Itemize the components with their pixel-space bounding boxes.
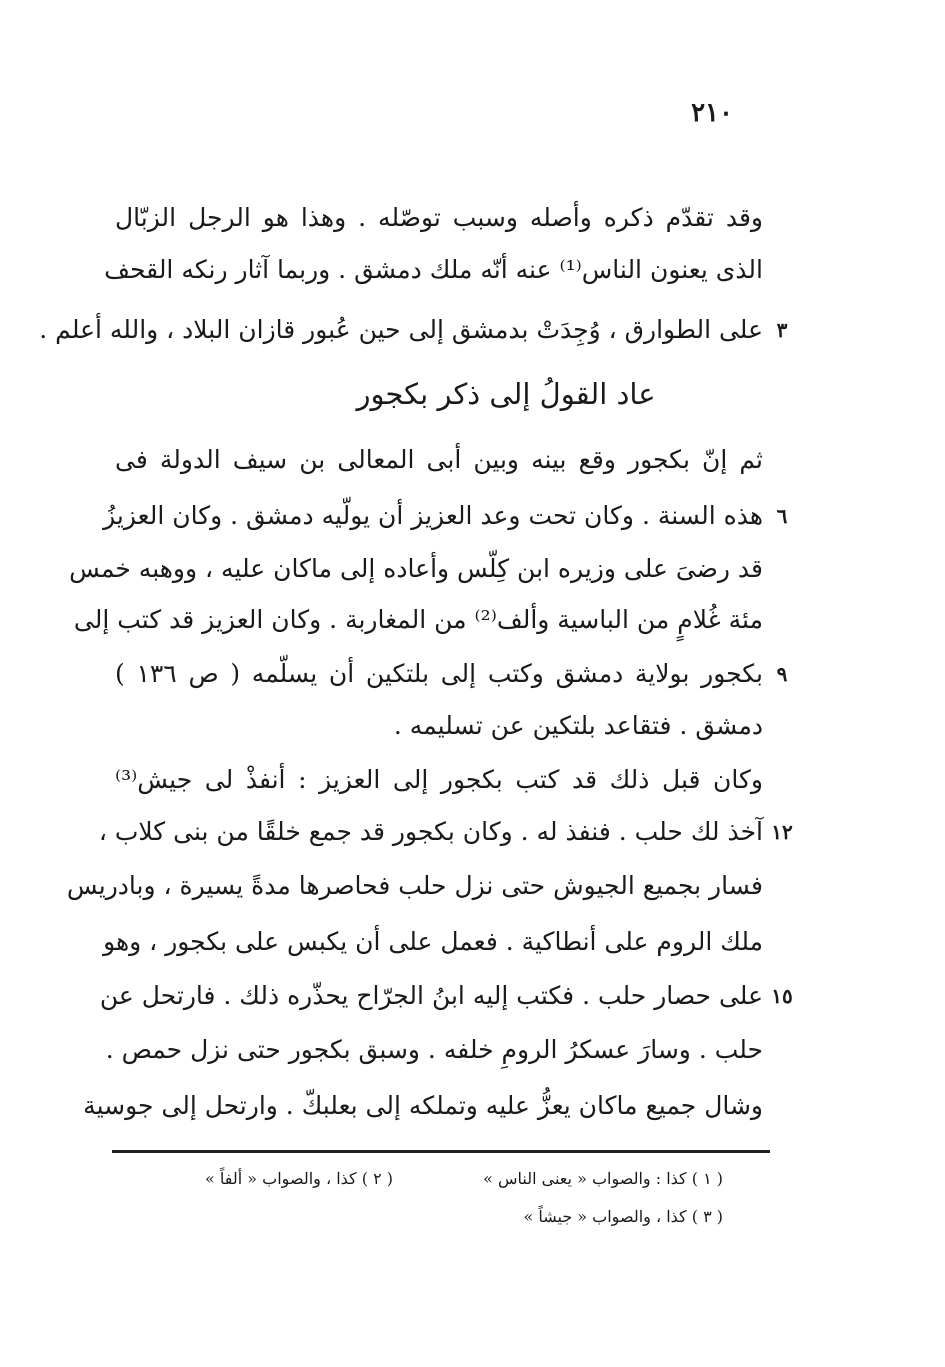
page-number: ٢١٠ bbox=[691, 98, 733, 128]
line-number: ٣ bbox=[776, 318, 788, 342]
footnote-1: ( ١ ) كذا : والصواب « يعنى الناس » bbox=[483, 1169, 723, 1188]
text-line: ثم إنّ بكجور وقع بينه وبين أبى المعالى بن سيف الدولة فى bbox=[115, 445, 763, 474]
text-line: وشال جميع ماكان يعزُّ عليه وتملكه إلى بعلبكّ . وارتحل إلى جوسية bbox=[83, 1091, 763, 1120]
text-line: على الطوارق ، وُجِدَتْ بدمشق إلى حين عُبور قازان البلاد ، والله أعلم . bbox=[39, 315, 763, 344]
line-number: ١٢ bbox=[771, 820, 793, 844]
text-line: وقد تقدّم ذكره وأصله وسبب توصّله . وهذا هو الرجل الزبّال bbox=[115, 203, 763, 232]
text-line: الذى يعنون الناس⁽¹⁾ عنه أنّه ملك دمشق . وربما آثار رنكه القحف bbox=[104, 255, 763, 284]
text-line: مئة غُلامٍ من الباسية وألف⁽²⁾ من المغاربة . وكان العزيز قد كتب إلى bbox=[73, 605, 763, 634]
line-number: ٦ bbox=[776, 504, 788, 528]
footnote-2: ( ٢ ) كذا ، والصواب « ألفاً » bbox=[205, 1169, 393, 1188]
text-line: فسار بجميع الجيوش حتى نزل حلب فحاصرها مدةً يسيرة ، وبادريس bbox=[66, 871, 763, 900]
text-line: حلب . وسارَ عسكرُ الرومِ خلفه . وسبق بكجور حتى نزل حمص . bbox=[105, 1035, 763, 1064]
line-number: ٩ bbox=[776, 662, 788, 686]
text-line: ملك الروم على أنطاكية . فعمل على أن يكبس على بكجور ، وهو bbox=[103, 927, 763, 956]
text-line: بكجور بولاية دمشق وكتب إلى بلتكين أن يسلّمه ( ص ١٣٦ ) bbox=[115, 659, 764, 688]
text-line: دمشق . فتقاعد بلتكين عن تسليمه . bbox=[393, 711, 763, 740]
footnote-divider bbox=[112, 1150, 770, 1153]
text-line: آخذ لك حلب . فنفذ له . وكان بكجور قد جمع خلقًا من بنى كلاب ، bbox=[98, 817, 763, 846]
text-line: وكان قبل ذلك قد كتب بكجور إلى العزيز : أنفذْ لى جيش⁽³⁾ bbox=[115, 765, 763, 794]
line-number: ١٥ bbox=[771, 984, 793, 1008]
footnote-3: ( ٣ ) كذا ، والصواب « جيشاً » bbox=[523, 1207, 723, 1226]
text-line: على حصار حلب . فكتب إليه ابنُ الجرّاح يحذّره ذلك . فارتحل عن bbox=[99, 981, 763, 1010]
section-heading: عاد القولُ إلى ذكر بكجور bbox=[356, 377, 656, 411]
text-line: هذه السنة . وكان تحت وعد العزيز أن يولّيه دمشق . وكان العزيزُ bbox=[103, 501, 763, 530]
text-line: قد رضىَ على وزيره ابن كِلّس وأعاده إلى ماكان عليه ، ووهبه خمس bbox=[69, 554, 763, 583]
